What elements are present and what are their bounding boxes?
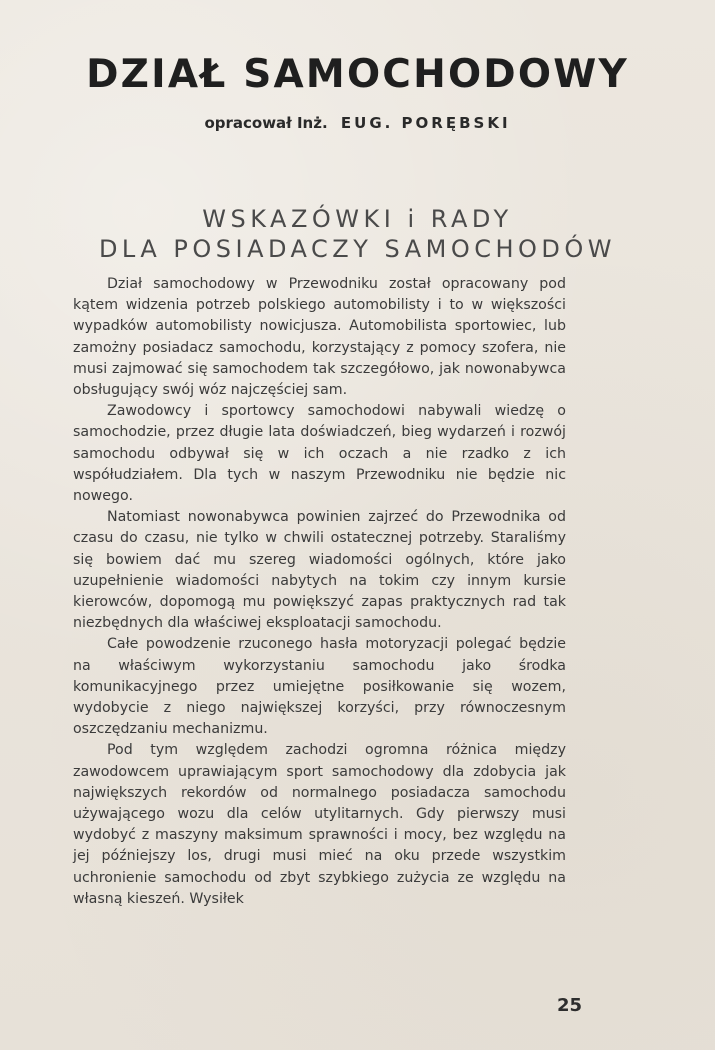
- paragraph: Całe powodzenie rzuconego hasła motoryzacji polegać będzie na właściwym wykorzystaniu samochodu jako środka komunikacyjnego przez umiejętne posiłkowanie się wozem, wydobycie z niego największej korzyści, przy równoczesnym oszczędzaniu mechanizmu.: [73, 636, 566, 738]
- author-prefix: opracował Inż.: [204, 114, 328, 132]
- author-line: [0, 114, 715, 132]
- paragraph: Pod tym względem zachodzi ogromna różnica między zawodowcem uprawiającym sport samochodowy dla zdobycia jak największych rekordów od normalnego posiadacza samochodu używającego wozu dla celów utylitarnych. Gdy pierwszy musi wydobyć z maszyny maksimum sprawności i mocy, bez względu na jej późniejszy los, drugi musi mieć na oku przede wszystkim uchronienie samochodu od zbyt szybkiego zużycia ze względu na własną kieszeń. Wysiłek: [73, 742, 566, 907]
- paragraph: Zawodowcy i sportowcy samochodowi nabywali wiedzę o samochodzie, przez długie lata doświadczeń, bieg wydarzeń i rozwój samochodu odbywał się w ich oczach a nie rzadko z ich współudziałem. Dla tych w naszym Przewodniku nie będzie nic nowego.: [73, 403, 566, 505]
- section-subtitle-line-1: WSKAZÓWKI i RADY: [202, 205, 513, 233]
- page-number: 25: [556, 995, 582, 1016]
- paragraph: Dział samochodowy w Przewodniku został opracowany pod kątem widzenia potrzeb polskiego automobilisty i to w większości wypadków automobilisty nowicjusza. Automobilista sportowiec, lub zamożny posiadacz samochodu, korzystający z pomocy szofera, nie musi zajmować się samochodem tak szczegółowo, jak nowonabywca obsługujący swój wóz najczęściej sam.: [73, 276, 566, 399]
- author-name: EUG. PORĘBSKI: [340, 114, 511, 132]
- body-text: [73, 274, 566, 910]
- section-subtitle-line-2: DLA POSIADACZY SAMOCHODÓW: [98, 235, 617, 263]
- paragraph: Natomiast nowonabywca powinien zajrzeć do Przewodnika od czasu do czasu, nie tylko w chwili ostatecznej potrzeby. Staraliśmy się bowiem dać mu szereg wiadomości ogólnych, które jako uzupełnienie wiadomości nabytych na tokim czy innym kursie kierowców, dopomogą mu powiększyć zapas praktycznych rad tak niezbędnych dla właściwej eksploatacji samochodu.: [73, 509, 566, 632]
- page-title: DZIAŁ SAMOCHODOWY: [86, 52, 629, 97]
